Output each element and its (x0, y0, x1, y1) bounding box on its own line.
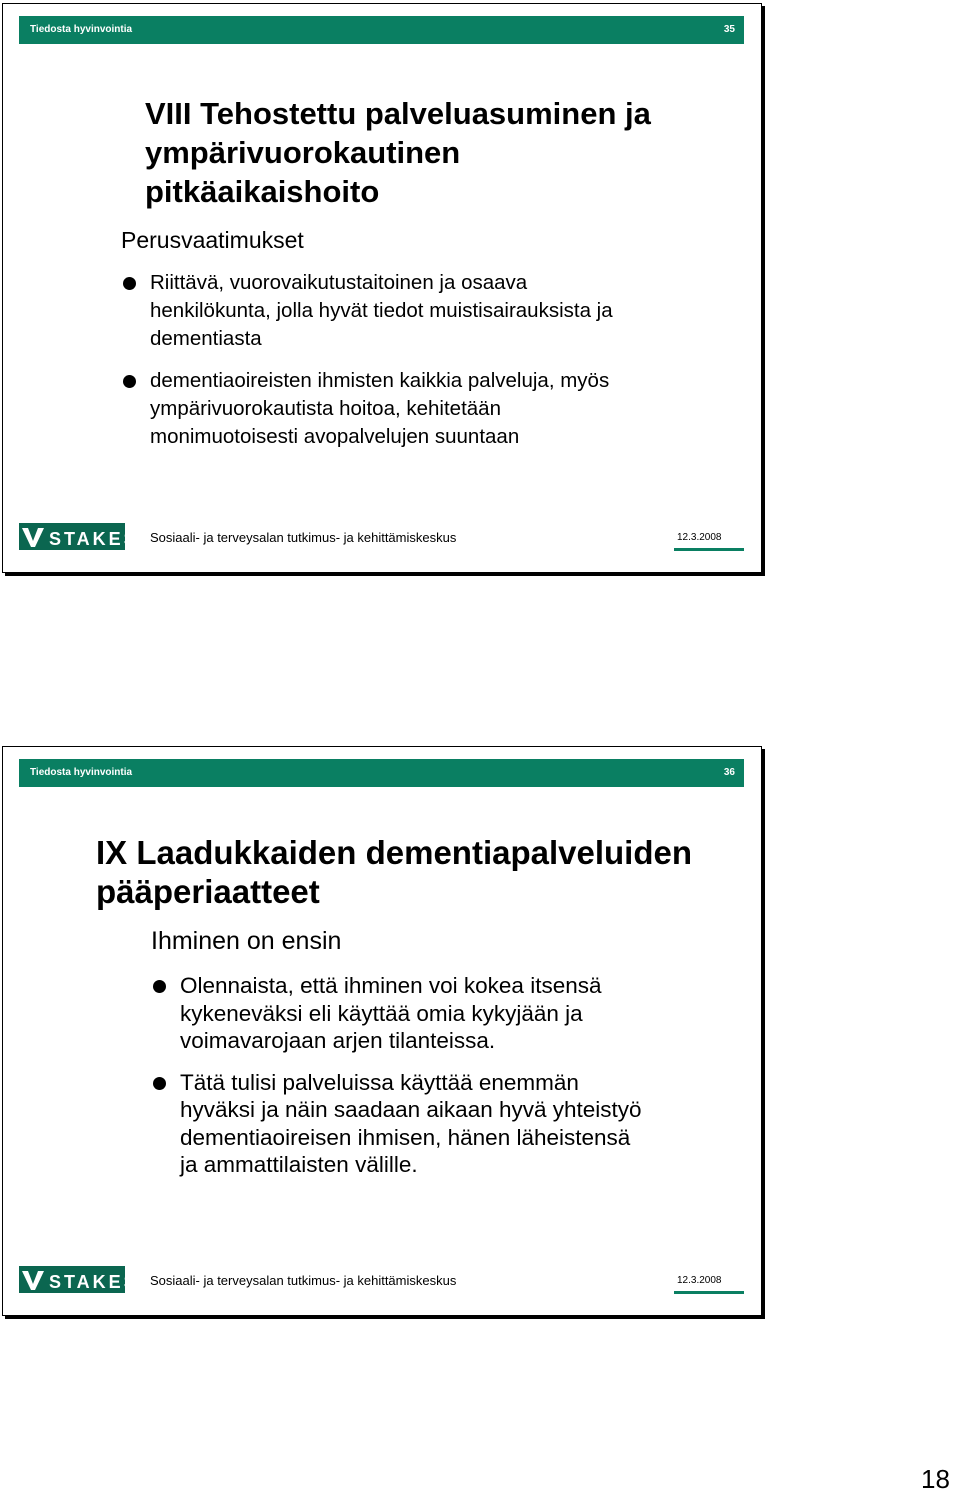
title-line: pääperiaatteet (96, 873, 320, 910)
bullet-line: dementiaoireisten ihmisten kaikkia palveluja, myös (150, 369, 610, 392)
bullet-line: ja ammattilaisten välille. (180, 1152, 418, 1177)
slide-footer (19, 523, 744, 553)
stakes-logo-icon (19, 1266, 139, 1293)
bullet-line: Riittävä, vuorovaikutustaitoinen ja osaava (150, 271, 528, 294)
logo-text: STAKES (49, 1272, 139, 1292)
footer-date: 12.3.2008 (677, 532, 722, 543)
bullet-list (153, 972, 733, 1179)
bullet-line: dementiasta (150, 327, 262, 350)
bullet-line: hyväksi ja näin saadaan aikaan hyvä yhteistyö (180, 1097, 642, 1122)
bullet-dot-icon (123, 375, 136, 388)
footer-rule (674, 548, 744, 551)
bullet-line: voimavarojaan arjen tilanteissa. (180, 1028, 496, 1053)
bullet-dot-icon (153, 1077, 166, 1090)
footer-date: 12.3.2008 (677, 1275, 722, 1286)
title-line: ympärivuorokautinen (145, 135, 461, 170)
bullet-item (123, 367, 743, 451)
title-line: VIII Tehostettu palveluasuminen ja (145, 96, 651, 131)
title-line: pitkäaikaishoito (145, 174, 380, 209)
header-section-label: Tiedosta hyvinvointia (30, 767, 133, 778)
slide-36 (2, 746, 762, 1316)
footer-rule (674, 1291, 744, 1294)
slide-header-bar (19, 759, 744, 787)
bullet-line: kykeneväksi eli käyttää omia kykyjään ja (180, 1000, 583, 1026)
bullet-line: Olennaista, että ihminen voi kokea itsensä (180, 973, 602, 998)
bullet-item (123, 269, 743, 353)
slide-number: 35 (723, 24, 735, 35)
header-section-label: Tiedosta hyvinvointia (30, 24, 133, 35)
bullet-line: monimuotoisesti avopalvelujen suuntaan (150, 425, 520, 448)
slide-number: 36 (723, 767, 735, 778)
footer-organization: Sosiaali- ja terveysalan tutkimus- ja kehittämiskeskus (150, 1273, 457, 1288)
bullet-line: Tätä tulisi palveluissa käyttää enemmän (180, 1069, 579, 1095)
bullet-line: ympärivuorokautista hoitoa, kehitetään (150, 397, 501, 420)
bullet-line: dementiaoireisen ihmisen, hänen läheistensä (180, 1124, 631, 1150)
page-number: 18 (921, 1464, 950, 1494)
bullet-item (153, 1069, 733, 1179)
bullet-dot-icon (123, 277, 136, 290)
slide-title (145, 94, 745, 211)
stakes-logo-icon (19, 523, 139, 550)
logo-text: STAKES (49, 529, 139, 549)
slide-35 (2, 3, 762, 573)
bullet-line: henkilökunta, jolla hyvät tiedot muistisairauksista ja (150, 299, 613, 322)
footer-organization: Sosiaali- ja terveysalan tutkimus- ja kehittämiskeskus (150, 530, 457, 545)
slide-subheading: Ihminen on ensin (151, 927, 342, 955)
slide-header-bar (19, 16, 744, 44)
bullet-item (153, 972, 733, 1055)
title-line: IX Laadukkaiden dementiapalveluiden (96, 834, 693, 871)
slide-footer (19, 1266, 744, 1296)
slide-subheading: Perusvaatimukset (121, 227, 304, 253)
slide-title (96, 833, 736, 911)
bullet-dot-icon (153, 980, 166, 993)
bullet-list (123, 269, 743, 451)
